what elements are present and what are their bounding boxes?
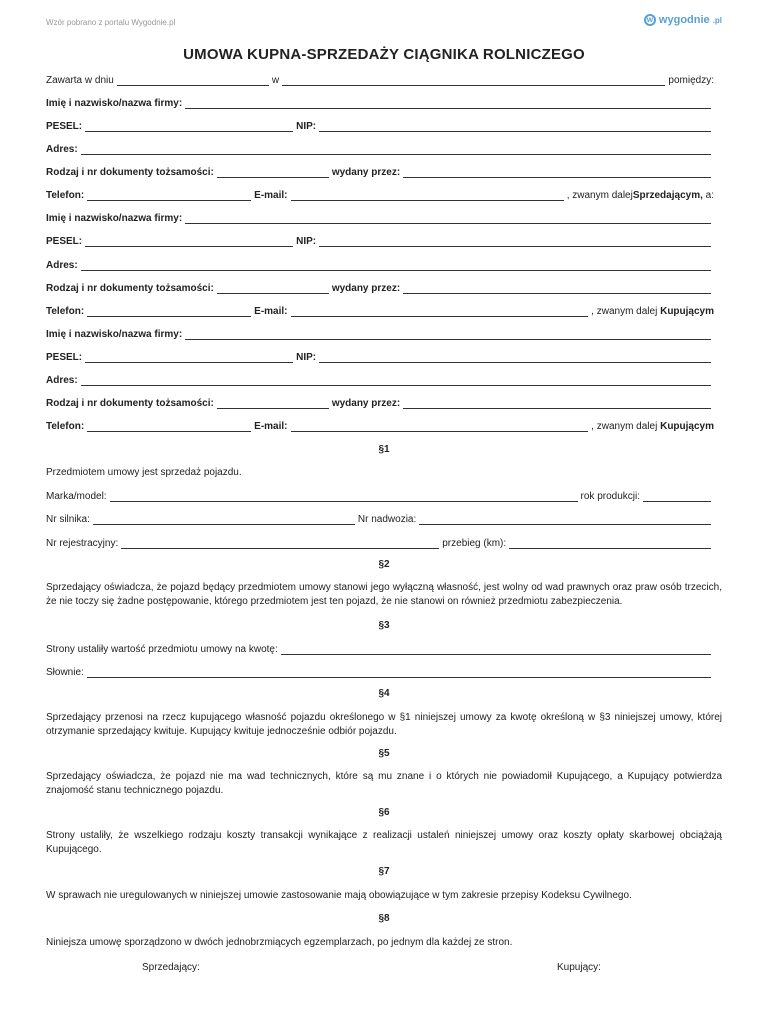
seller-suffix-post: a: bbox=[702, 190, 714, 201]
section-6-text: Strony ustaliły, że wszelkiego rodzaju koszty transakcji wynikające z realizacji ustaleń niniejszej umowy oraz koszty opłaty skarbowej obciążają Kupującego. bbox=[46, 830, 722, 855]
id-doc-label: Rodzaj i nr dokumenty tożsamości: bbox=[46, 167, 214, 178]
logo-w-icon: w bbox=[644, 14, 656, 26]
buyer-contact-row bbox=[46, 303, 714, 317]
buyer-address-row bbox=[46, 257, 714, 271]
seller-phone-field[interactable] bbox=[87, 190, 251, 201]
seller-address-row bbox=[46, 141, 714, 155]
section-4-heading: §4 bbox=[378, 688, 390, 699]
party3-suffix-name: Kupującym bbox=[660, 421, 714, 432]
issued-by-label: wydany przez: bbox=[331, 398, 401, 409]
buyer-suffix-pre: , zwanym dalej bbox=[591, 306, 661, 317]
section-4-text: Sprzedający przenosi na rzecz kupującego własność pojazdu określonego w §1 niniejszej umowy za kwotę określoną w §3 niniejszej umowy, której otrzymanie sprzedający kwituje. Kupujący kwituje jednocześnie odbiór pojazdu. bbox=[46, 712, 722, 737]
mileage-label: przebieg (km): bbox=[442, 538, 507, 549]
buyer-issued-by-field[interactable] bbox=[403, 283, 711, 294]
buyer-pesel-row bbox=[46, 233, 714, 247]
party3-name-row bbox=[46, 326, 714, 340]
buyer-pesel-field[interactable] bbox=[85, 236, 293, 247]
year-label: rok produkcji: bbox=[580, 491, 640, 502]
section-7-heading: §7 bbox=[378, 866, 390, 877]
body-no-label: Nr nadwozia: bbox=[357, 514, 417, 525]
section-3-heading: §3 bbox=[378, 620, 390, 631]
nip-label: NIP: bbox=[296, 236, 317, 247]
id-doc-label: Rodzaj i nr dokumenty tożsamości: bbox=[46, 283, 214, 294]
source-note: Wzór pobrano z portalu Wygodnie.pl bbox=[46, 18, 176, 27]
reg-no-field[interactable] bbox=[121, 538, 439, 549]
seller-id-row bbox=[46, 164, 714, 178]
seller-pesel-row bbox=[46, 118, 714, 132]
amount-row bbox=[46, 641, 714, 655]
seller-suffix-name: Sprzedającym, bbox=[632, 190, 703, 201]
party3-name-field[interactable] bbox=[185, 329, 711, 340]
nip-label: NIP: bbox=[296, 352, 317, 363]
nip-label: NIP: bbox=[296, 121, 317, 132]
pesel-label: PESEL: bbox=[46, 352, 83, 363]
amount-field[interactable] bbox=[281, 644, 711, 655]
issued-by-label: wydany przez: bbox=[331, 283, 401, 294]
seller-name-row bbox=[46, 95, 714, 109]
buyer-name-row bbox=[46, 210, 714, 224]
id-doc-label: Rodzaj i nr dokumenty tożsamości: bbox=[46, 398, 214, 409]
seller-signature-label: Sprzedający: bbox=[142, 962, 200, 973]
buyer-id-field[interactable] bbox=[217, 283, 329, 294]
party3-pesel-field[interactable] bbox=[85, 352, 293, 363]
body-no-field[interactable] bbox=[419, 514, 711, 525]
name-label: Imię i nazwisko/nazwa firmy: bbox=[46, 98, 183, 109]
party3-id-field[interactable] bbox=[217, 398, 329, 409]
pesel-label: PESEL: bbox=[46, 236, 83, 247]
registration-row bbox=[46, 535, 714, 549]
place-label: w bbox=[271, 75, 280, 86]
engine-no-field[interactable] bbox=[93, 514, 355, 525]
section-5-heading: §5 bbox=[378, 748, 390, 759]
intro-row bbox=[46, 72, 714, 86]
between-label: pomiędzy: bbox=[668, 75, 714, 86]
logo-suffix: .pl bbox=[712, 15, 722, 25]
make-model-row bbox=[46, 488, 714, 502]
address-label: Adres: bbox=[46, 375, 78, 386]
party3-address-field[interactable] bbox=[81, 375, 711, 386]
phone-label: Telefon: bbox=[46, 190, 85, 201]
phone-label: Telefon: bbox=[46, 306, 85, 317]
seller-suffix-pre: , zwanym dalej bbox=[566, 190, 633, 201]
document-title: UMOWA KUPNA-SPRZEDAŻY CIĄGNIKA ROLNICZEGO bbox=[183, 46, 585, 63]
concluded-on-label: Zawarta w dniu bbox=[46, 75, 114, 86]
email-label: E-mail: bbox=[254, 190, 288, 201]
email-label: E-mail: bbox=[254, 421, 288, 432]
section-6-heading: §6 bbox=[378, 807, 390, 818]
section-5-text: Sprzedający oświadcza, że pojazd nie ma wad technicznych, które są mu znane i o których nie powiadomił Kupującego, a Kupujący potwierdza znajomość stanu technicznego pojazdu. bbox=[46, 771, 722, 796]
words-field[interactable] bbox=[87, 667, 711, 678]
seller-email-field[interactable] bbox=[291, 190, 564, 201]
seller-name-field[interactable] bbox=[185, 98, 711, 109]
buyer-signature-label: Kupujący: bbox=[557, 962, 601, 973]
buyer-phone-field[interactable] bbox=[87, 306, 251, 317]
phone-label: Telefon: bbox=[46, 421, 85, 432]
buyer-nip-field[interactable] bbox=[319, 236, 711, 247]
wygodnie-logo bbox=[644, 14, 722, 26]
engine-row bbox=[46, 511, 714, 525]
issued-by-label: wydany przez: bbox=[331, 167, 401, 178]
words-label: Słownie: bbox=[46, 667, 84, 678]
logo-text: wygodnie bbox=[658, 14, 710, 26]
party3-issued-by-field[interactable] bbox=[403, 398, 711, 409]
party3-contact-row bbox=[46, 418, 714, 432]
engine-no-label: Nr silnika: bbox=[46, 514, 90, 525]
pesel-label: PESEL: bbox=[46, 121, 83, 132]
party3-pesel-row bbox=[46, 349, 714, 363]
address-label: Adres: bbox=[46, 144, 78, 155]
make-model-label: Marka/model: bbox=[46, 491, 107, 502]
party3-id-row bbox=[46, 395, 714, 409]
seller-issued-by-field[interactable] bbox=[403, 167, 711, 178]
words-row bbox=[46, 664, 714, 678]
party3-phone-field[interactable] bbox=[87, 421, 251, 432]
buyer-address-field[interactable] bbox=[81, 260, 711, 271]
email-label: E-mail: bbox=[254, 306, 288, 317]
name-label: Imię i nazwisko/nazwa firmy: bbox=[46, 329, 183, 340]
party3-address-row bbox=[46, 372, 714, 386]
section-7-text: W sprawach nie uregulowanych w niniejszej umowie zastosowanie mają obowiązujące w tym zakresie przepisy Kodeksu Cywilnego. bbox=[46, 890, 632, 901]
party3-email-field[interactable] bbox=[291, 421, 589, 432]
make-model-field[interactable] bbox=[110, 491, 578, 502]
buyer-email-field[interactable] bbox=[291, 306, 589, 317]
section-2-text: Sprzedający oświadcza, że pojazd będący przedmiotem umowy stanowi jego wyłączną własność, jest wolny od wad prawnych oraz praw osób trzecich, że nie toczy się żadne postępowanie, którego przedmiotem jest ten pojazd, że nie stanowi on również przedmiotu zabezpieczenia. bbox=[46, 582, 722, 607]
buyer-id-row bbox=[46, 280, 714, 294]
seller-pesel-field[interactable] bbox=[85, 121, 293, 132]
buyer-suffix-name: Kupującym bbox=[660, 306, 714, 317]
seller-address-field[interactable] bbox=[81, 144, 711, 155]
mileage-field[interactable] bbox=[509, 538, 711, 549]
seller-nip-field[interactable] bbox=[319, 121, 711, 132]
date-field[interactable] bbox=[117, 75, 269, 86]
year-field[interactable] bbox=[643, 491, 711, 502]
section-8-text: Niniejsza umowę sporządzono w dwóch jednobrzmiących egzemplarzach, po jednym dla każdej ze stron. bbox=[46, 937, 513, 948]
section-1-heading: §1 bbox=[378, 444, 390, 455]
seller-id-field[interactable] bbox=[217, 167, 329, 178]
place-field[interactable] bbox=[282, 75, 665, 86]
section-1-text: Przedmiotem umowy jest sprzedaż pojazdu. bbox=[46, 467, 242, 478]
buyer-name-field[interactable] bbox=[185, 213, 711, 224]
party3-nip-field[interactable] bbox=[319, 352, 711, 363]
reg-no-label: Nr rejestracyjny: bbox=[46, 538, 119, 549]
name-label: Imię i nazwisko/nazwa firmy: bbox=[46, 213, 183, 224]
address-label: Adres: bbox=[46, 260, 78, 271]
seller-contact-row bbox=[46, 187, 714, 201]
amount-label: Strony ustaliły wartość przedmiotu umowy na kwotę: bbox=[46, 644, 278, 655]
section-2-heading: §2 bbox=[378, 559, 390, 570]
section-8-heading: §8 bbox=[378, 913, 390, 924]
party3-suffix-pre: , zwanym dalej bbox=[591, 421, 661, 432]
